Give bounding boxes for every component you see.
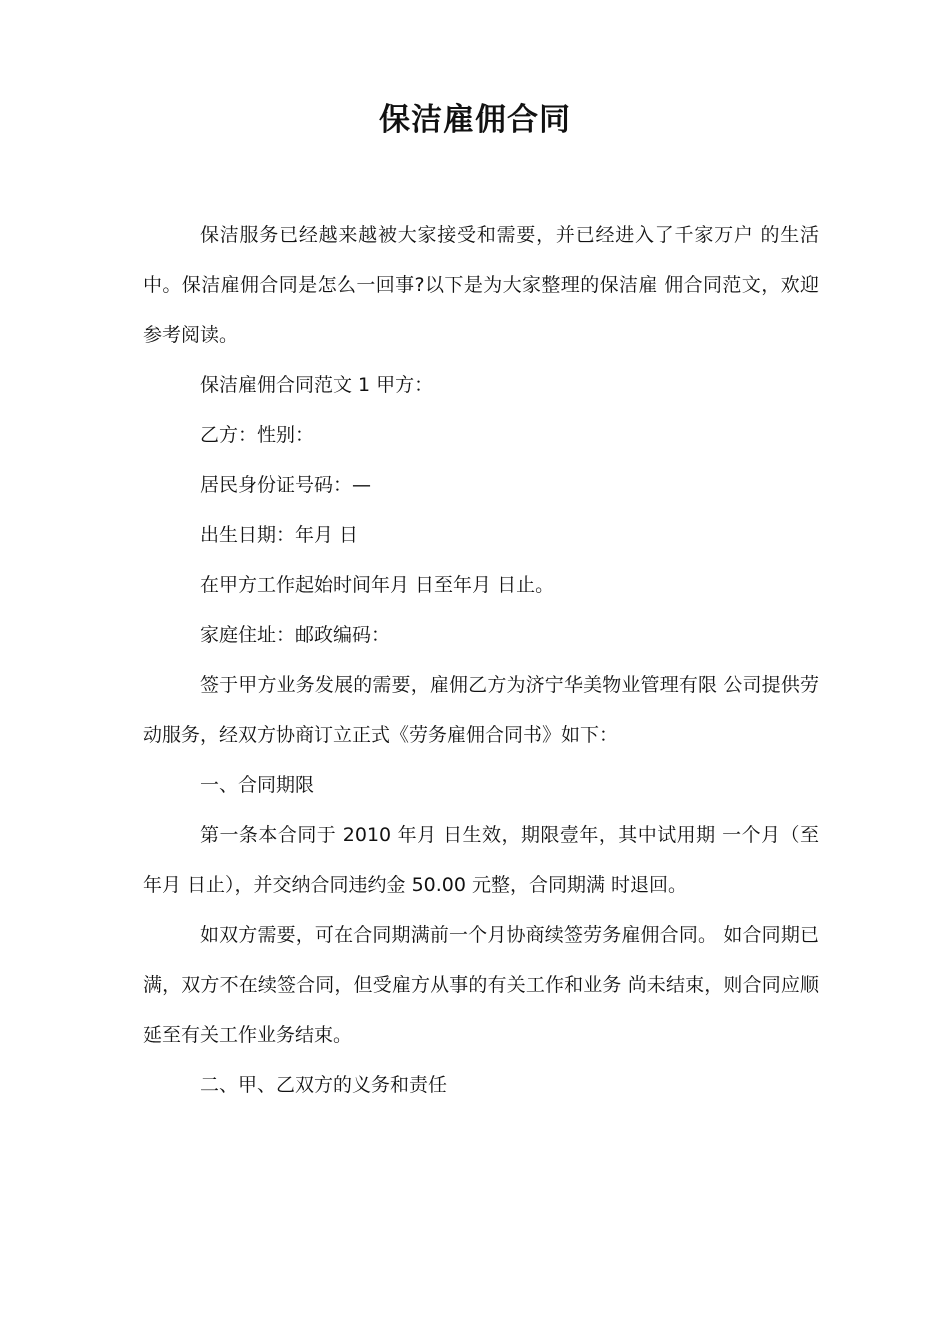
sample-heading-party-a: 保洁雇佣合同范文 1 甲方：	[200, 374, 434, 396]
birth-date-line: 出生日期：年月 日	[200, 524, 359, 546]
address-line: 家庭住址：邮政编码：	[200, 624, 391, 646]
section-heading-term: 一、合同期限	[200, 774, 315, 796]
document-body	[143, 210, 819, 1110]
section-heading-obligations: 二、甲、乙双方的义务和责任	[200, 1074, 448, 1096]
work-period-line: 在甲方工作起始时间年月 日至年月 日止。	[200, 574, 555, 596]
document-title: 保洁雇佣合同	[379, 102, 571, 138]
intro-paragraph: 保洁服务已经越来越被大家接受和需要，并已经进入了千家万户 的生活中。保洁雇佣合同是怎么一回事?以下是为大家整理的保洁雇 佣合同范文，欢迎参考阅读。	[143, 224, 819, 346]
article-one-paragraph: 第一条本合同于 2010 年月 日生效，期限壹年，其中试用期 一个月（至年月 日止），并交纳合同违约金 50.00 元整，合同期满 时退回。	[143, 824, 819, 896]
renewal-paragraph: 如双方需要，可在合同期满前一个月协商续签劳务雇佣合同。 如合同期已满，双方不在续签合同，但受雇方从事的有关工作和业务 尚未结束，则合同应顺延至有关工作业务结束。	[143, 924, 819, 1046]
preamble-paragraph: 签于甲方业务发展的需要，雇佣乙方为济宁华美物业管理有限 公司提供劳动服务，经双方协商订立正式《劳务雇佣合同书》如下：	[143, 674, 819, 746]
party-b-line: 乙方：性别：	[200, 424, 315, 446]
id-number-line: 居民身份证号码：—	[200, 474, 372, 496]
